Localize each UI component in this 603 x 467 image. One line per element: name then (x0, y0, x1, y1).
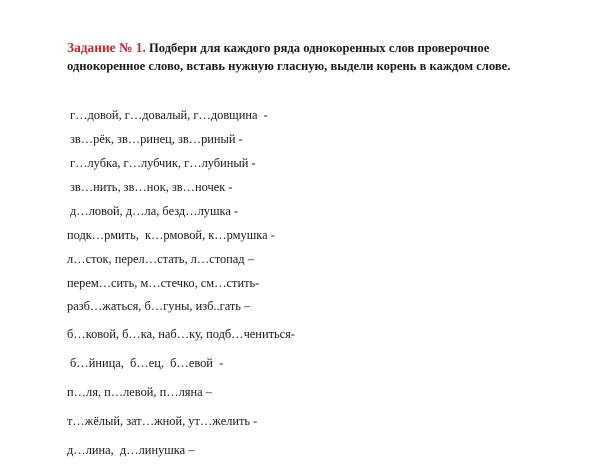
word-row-7: л…сток, перел…стать, л…стопад – (67, 252, 254, 266)
word-row-5: д…ловой, д…ла, безд…лушка - (70, 204, 239, 218)
word-row-2: зв…рёк, зв…ринец, зв…риный - (70, 132, 243, 146)
word-row-9: разб…жаться, б…гуны, изб..гать – (67, 299, 251, 313)
word-row-6: подк…рмить, к…рмовой, к…рмушка - (67, 228, 275, 242)
word-row-13: т…жёлый, зат…жной, ут…желить - (67, 414, 258, 428)
word-row-10: б…ковой, б…ка, наб…ку, подб…чениться- (67, 327, 295, 341)
word-row-4: зв…нить, зв…нок, зв…ночек - (70, 180, 233, 194)
word-row-11: б…йница, б…ец, б…евой - (70, 356, 224, 370)
task-heading (67, 39, 567, 75)
task-instruction: Подбери для каждого ряда однокоренных слов проверочное однокоренное слово, вставь нужную гласную, выдели корень в каждом слове. (67, 41, 511, 73)
word-row-14: д…лина, д…линушка – (67, 443, 195, 457)
word-row-12: п…ля, п…левой, п…ляна – (67, 385, 212, 399)
word-row-3: г…лубка, г…лубчик, г…лубиный - (70, 156, 256, 170)
word-row-8: перем…сить, м…стечко, см…стить- (67, 276, 260, 290)
word-row-1: г…довой, г…довалый, г…довщина - (70, 108, 268, 122)
task-number-label: Задание № 1. (67, 40, 146, 55)
